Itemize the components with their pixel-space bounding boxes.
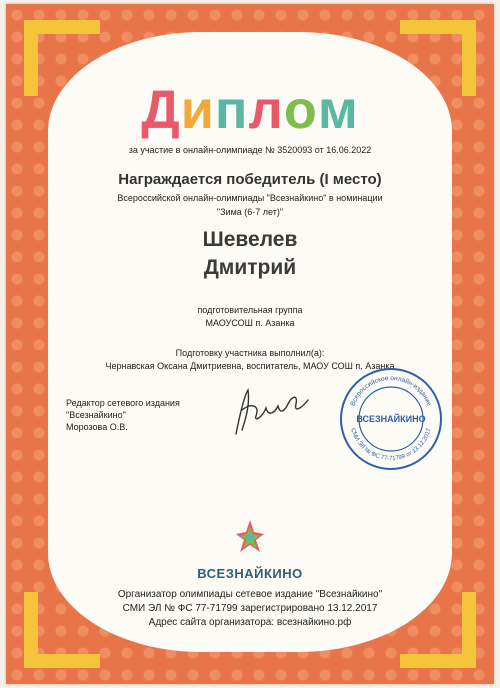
diploma-title (0, 78, 500, 142)
title-letter: о (283, 80, 318, 140)
stamp-ring-bottom: СМИ ЭЛ № ФС 77-71799 от 13.12.2017 (349, 427, 433, 463)
title-letter: м (317, 80, 359, 140)
winner-surname: Шевелев (202, 228, 298, 251)
title-letter: и (180, 80, 215, 140)
title-letter: Д (141, 80, 181, 140)
publisher-stamp (338, 366, 444, 472)
editor-signature (226, 384, 316, 440)
nomination: "Зима (6-7 лет)" (216, 207, 284, 217)
editor-title: Редактор сетевого издания (66, 398, 180, 408)
organizer-line: Организатор олимпиады сетевое издание "Всезнайкино" (117, 589, 383, 600)
editor-name: Морозова О.В. (66, 422, 128, 432)
participation-subtitle: за участие в онлайн-олимпиаде № 3520093 от 16.06.2022 (128, 145, 372, 155)
school-name: МАОУСОШ п. Азанка (205, 318, 295, 328)
preparer-label: Подготовку участника выполнил(а): (175, 348, 325, 358)
website-line: Адрес сайта организатора: всезнайкино.рф (148, 617, 352, 628)
group-name: подготовительная группа (197, 305, 303, 315)
registration-line: СМИ ЭЛ № ФС 77-71799 зарегистрировано 13.12.2017 (122, 603, 378, 614)
award-heading: Награждается победитель (I место) (118, 171, 382, 188)
vseznaikino-logo-icon (236, 520, 264, 560)
title-letter: л (248, 80, 284, 140)
preparer-name: Чернавская Оксана Дмитриевна, воспитатель, МАОУ СОШ п. Азанка (105, 361, 395, 371)
winner-first-name: Дмитрий (203, 256, 297, 279)
logo-wordmark: ВСЕЗНАЙКИНО (197, 566, 303, 581)
title-letter: п (214, 80, 249, 140)
olympiad-name: Всероссийской онлайн-олимпиады "Всезнайкино" в номинации (117, 193, 383, 203)
stamp-center-text: ВСЕЗНАЙКИНО (356, 414, 426, 424)
stamp-ring-top: Всероссийское онлайн-издание (349, 374, 433, 407)
editor-publication: "Всезнайкино" (66, 410, 126, 420)
